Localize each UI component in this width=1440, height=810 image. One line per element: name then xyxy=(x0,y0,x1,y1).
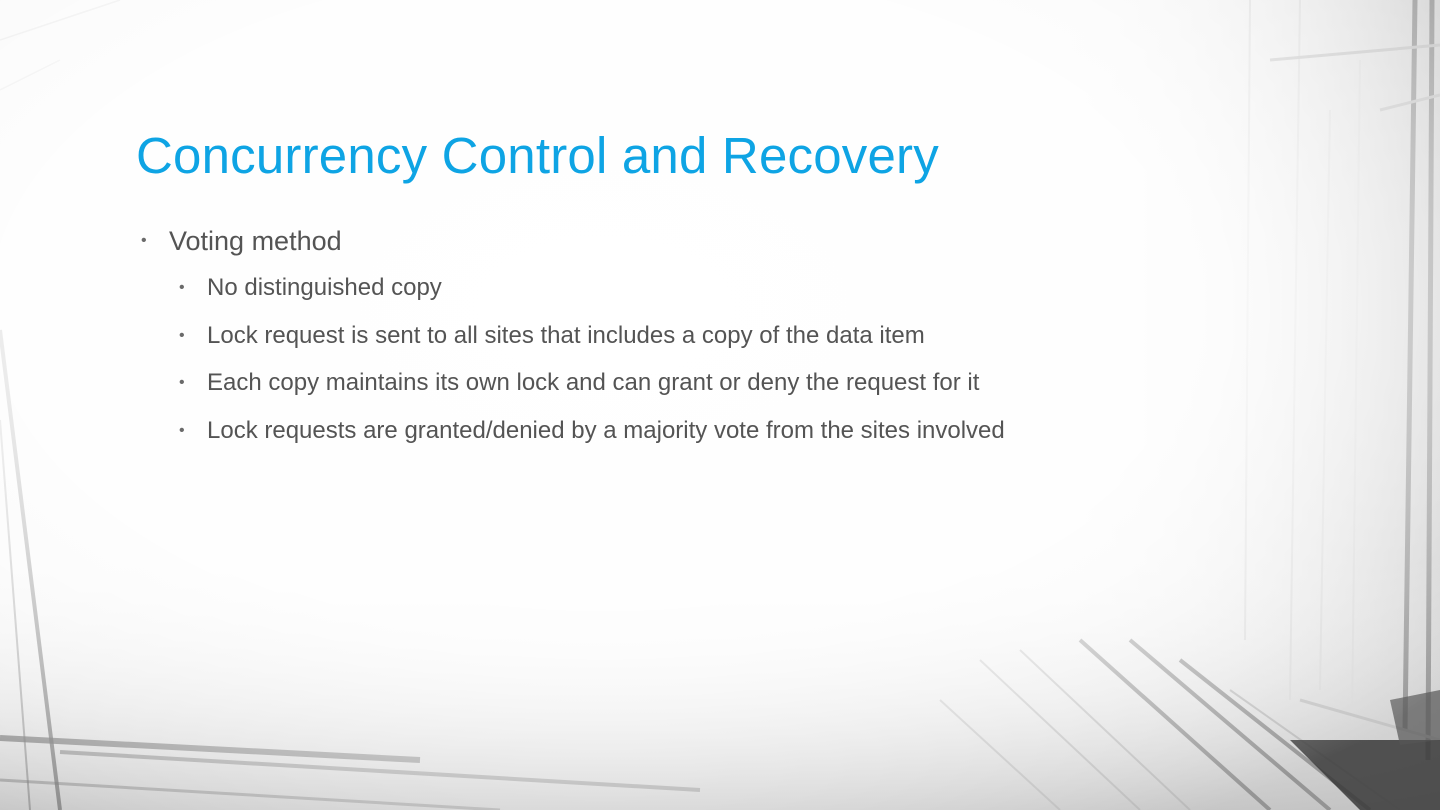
bullet-item-level-2 xyxy=(136,414,1136,448)
bullet-text: No distinguished copy xyxy=(207,274,442,301)
bullet-text: Lock request is sent to all sites that includes a copy of the data item xyxy=(207,321,925,349)
bullet-icon: • xyxy=(179,374,185,391)
bullet-icon: • xyxy=(141,232,147,249)
bullet-item-level-2 xyxy=(136,319,1136,353)
bullet-text: Lock requests are granted/denied by a majority vote from the sites involved xyxy=(207,416,1005,444)
slide-title: Concurrency Control and Recovery xyxy=(136,127,939,184)
bullet-text: Each copy maintains its own lock and can grant or deny the request for it xyxy=(207,369,980,396)
bullet-item-level-2 xyxy=(136,271,1136,305)
bullet-icon: • xyxy=(179,279,185,296)
bullet-item-level-2 xyxy=(136,366,1136,400)
bullet-icon: • xyxy=(179,326,185,344)
bullet-text: Voting method xyxy=(169,226,342,256)
bullet-icon: • xyxy=(179,421,185,439)
bullet-list xyxy=(136,222,1136,461)
bullet-item-level-1 xyxy=(136,222,1136,260)
